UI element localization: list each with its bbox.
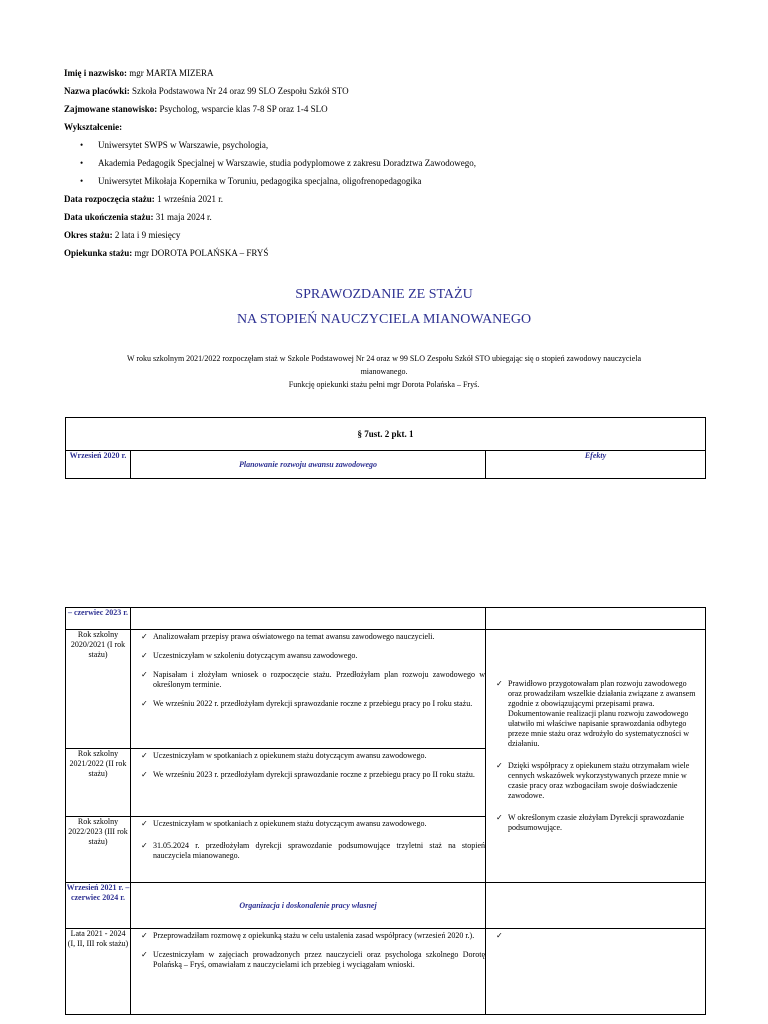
activity-item: ✓ Napisałam i złożyłam wniosek o rozpoczęcie stażu. Przedłożyłam plan rozwoju zawodowego w określonym terminie. [131,670,485,690]
period-cell: Lata 2021 - 2024 (I, II, III rok stażu) [66,929,131,1015]
period-line: Okres stażu: 2 lata i 9 miesięcy [64,230,181,240]
activity-item: ✓ Uczestniczyłam w zajęciach prowadzonych przez nauczycieli oraz psychologa szkolnego Dorotę Polańską – Fryś, omawiałam z nauczycielami ich przebieg i wyciągałam wnioski. [131,950,485,970]
activity-item: ✓ Uczestniczyłam w szkoleniu dotyczącym awansu zawodowego. [131,651,485,661]
school-line: Nazwa placówki: Szkoła Podstawowa Nr 24 oraz 99 SLO Zespołu Szkół STO [64,86,349,96]
date-cell: – czerwiec 2023 r. [66,608,131,630]
empty-cell [131,608,486,630]
intro-line: Funkcję opiekunki stażu pełni mgr Dorota Polańska – Fryś. [288,380,480,389]
activities-cell [131,630,486,749]
report-subtitle: NA STOPIEŃ NAUCZYCIELA MIANOWANEGO [236,312,532,327]
effects-cell [486,630,706,883]
mentor-line: Opiekunka stażu: mgr DOROTA POLAŃSKA – FRYŚ [64,248,269,258]
activity-item: ✓ Analizowałam przepisy prawa oświatowego na temat awansu zawodowego nauczycieli. [131,632,485,642]
intro-line: mianowanego. [360,367,408,376]
name-line: Imię i nazwisko: mgr MARTA MIZERA [64,68,214,78]
activity-item: ✓ Uczestniczyłam w spotkaniach z opiekunem stażu dotyczącym awansu zawodowego. [131,819,485,829]
education-line: Wykształcenie: [64,122,123,132]
start-date-line: Data rozpoczęcia stażu: 1 września 2021 r. [64,194,224,204]
report-title: SPRAWOZDANIE ZE STAŻU [295,287,473,302]
education-list [64,136,724,190]
intro-line: W roku szkolnym 2021/2022 rozpoczęłam staż w Szkole Podstawowej Nr 24 oraz w 99 SLO Zespołu Szkół STO ubiegając się o stopień zawodowy nauczyciela [126,354,642,363]
activity-item: ✓ We wrześniu 2023 r. przedłożyłam dyrekcji sprawozdanie roczne z przebiegu pracy po II roku stażu. [131,770,485,780]
activities-cell [131,929,486,1015]
plan-table [65,607,706,1015]
education-item: • Uniwersytet Mikołaja Kopernika w Toruniu, pedagogika specjalna, oligofrenopedagogika [98,172,724,190]
activities-cell [131,749,486,817]
section-heading: Planowanie rozwoju awansu zawodowego [131,451,486,479]
period-cell: Rok szkolny 2020/2021 (I rok stażu) [66,630,131,749]
period-cell: Rok szkolny 2022/2023 (III rok stażu) [66,817,131,883]
intro-paragraph [64,352,704,391]
activity-item: ✓ 31.05.2024 r. przedłożyłam dyrekcji sprawozdanie podsumowujące trzyletni staż na stopień nauczyciela mianowanego. [131,841,485,861]
activity-item: ✓ We wrześniu 2022 r. przedłożyłam dyrekcji sprawozdanie roczne z przebiegu pracy po I roku stażu. [131,699,485,709]
effects-cell [486,929,706,1015]
effects-heading: Efekty [486,451,706,479]
education-item: • Uniwersytet SWPS w Warszawie, psychologia, [98,136,724,154]
effect-item: ✓ Dzięki współpracy z opiekunem stażu otrzymałam wiele cennych wskazówek wykorzystywanych przeze mnie w czasie pracy oraz wzbogaciłam swoje doświadczenie zawodowe. [486,761,699,801]
effect-item [486,931,705,941]
date-cell: Wrzesień 2020 r. [66,451,131,479]
effect-item: ✓ W określonym czasie złożyłam Dyrekcji sprawozdanie podsumowujące. [486,813,699,833]
position-line: Zajmowane stanowisko: Psycholog, wsparcie klas 7-8 SP oraz 1-4 SLO [64,104,328,114]
personal-info [64,64,724,262]
section-label: § 7ust. 2 pkt. 1 [66,418,706,451]
period-cell: Rok szkolny 2021/2022 (II rok stażu) [66,749,131,817]
date-cell: Wrzesień 2021 r. – czerwiec 2024 r. [66,883,131,929]
activities-cell [131,817,486,883]
effect-item: ✓ Prawidłowo przygotowałam plan rozwoju zawodowego oraz prowadziłam wszelkie działania związane z awansem zgodnie z obowiązującymi przepisami prawa. Dokumentowanie realizacji planu rozwoju zawodowego ułatwiło mi właściwe napisanie sprawozdania odbytego przeze mnie stażu oraz wdrożyło do systematyczności w działaniu. [486,679,699,749]
education-item: • Akademia Pedagogik Specjalnej w Warszawie, studia podyplomowe z zakresu Doradztwa Zawodowego, [98,154,724,172]
section-heading: Organizacja i doskonalenie pracy własnej [131,883,486,929]
end-date-line: Data ukończenia stażu: 31 maja 2024 r. [64,212,212,222]
activity-item: ✓ Uczestniczyłam w spotkaniach z opiekunem stażu dotyczącym awansu zawodowego. [131,751,485,761]
activity-item: ✓ Przeprowadziłam rozmowę z opiekunką stażu w celu ustalenia zasad współpracy (wrzesień 2020 r.). [131,931,485,941]
empty-cell [486,883,706,929]
empty-cell [486,608,706,630]
plan-table-header [65,417,706,479]
